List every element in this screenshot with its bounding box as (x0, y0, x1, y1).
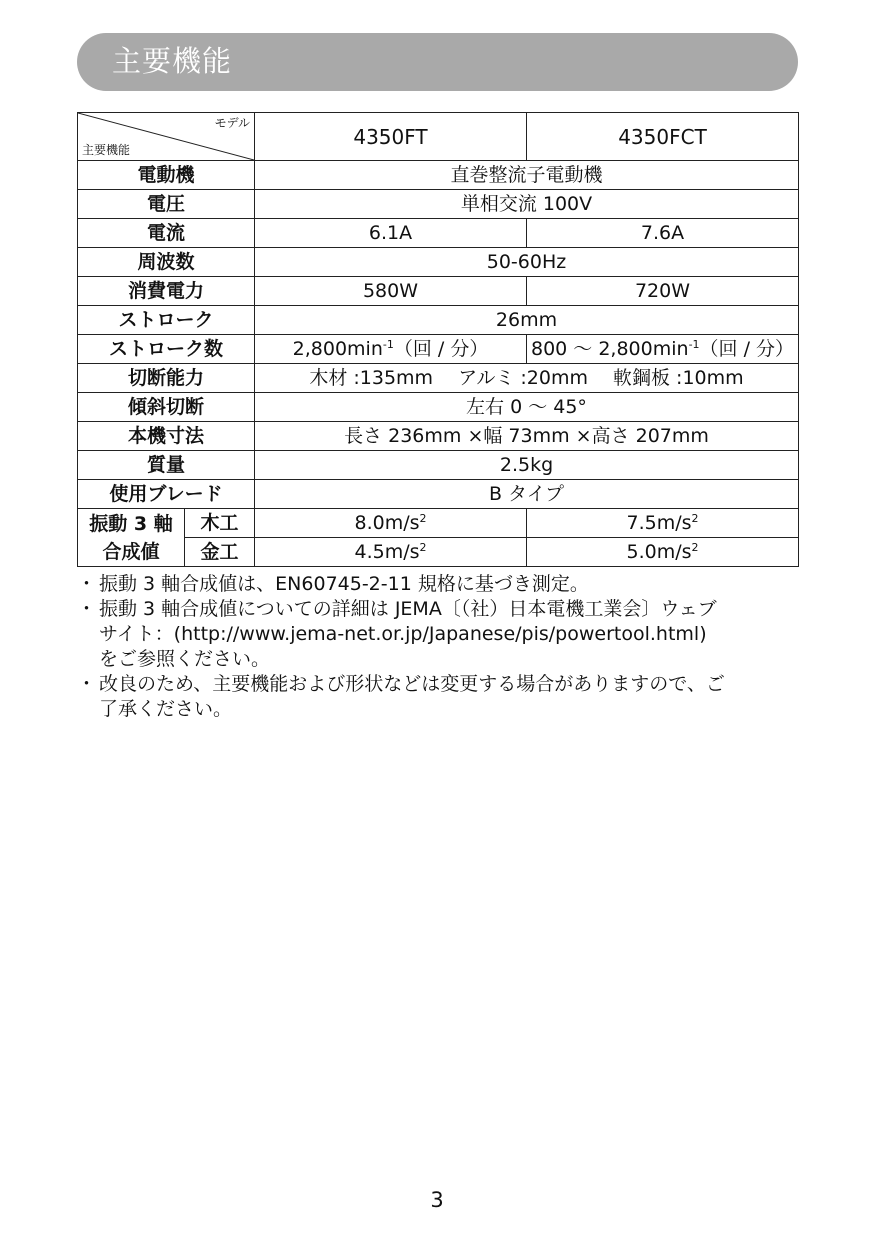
table-row (78, 248, 799, 277)
row-label: 本機寸法 (78, 422, 255, 451)
value-main: 2,800min (292, 338, 383, 360)
bullet-dot: ・ (77, 598, 97, 620)
note-line: 振動 3 軸合成値についての詳細は JEMA〔（社）日本電機工業会〕ウェブ (99, 598, 717, 620)
table-row (78, 480, 799, 509)
row-label: 使用ブレード (78, 480, 255, 509)
model-header-label: モデル (214, 116, 250, 130)
row-value: 7.6A (527, 219, 799, 248)
row-value (255, 335, 527, 364)
note-item (77, 597, 798, 672)
row-value: 左右 0 〜 45° (255, 393, 799, 422)
value-superscript: 2 (419, 541, 427, 554)
vibration-row-metal (78, 538, 799, 567)
value-superscript: 2 (691, 541, 699, 554)
row-value: 直巻整流子電動機 (255, 161, 799, 190)
vibration-label-line2: 合成値 (102, 540, 160, 563)
diagonal-header-cell (78, 113, 255, 161)
table-row (78, 161, 799, 190)
section-title: 主要機能 (112, 44, 233, 78)
bullet-dot: ・ (77, 573, 97, 595)
row-label: 周波数 (78, 248, 255, 277)
page-number: 3 (430, 1188, 444, 1212)
vibration-wood-label: 木工 (185, 509, 255, 538)
value-main: 5.0m/s (626, 541, 692, 563)
row-label: 消費電力 (78, 277, 255, 306)
bullet-dot: ・ (77, 673, 97, 695)
value-superscript: 2 (691, 512, 699, 525)
table-row (78, 190, 799, 219)
vibration-label-line1: 振動 3 軸 (89, 512, 173, 535)
row-value: 長さ 236mm ×幅 73mm ×高さ 207mm (255, 422, 799, 451)
row-value: 26mm (255, 306, 799, 335)
row-value: 単相交流 100V (255, 190, 799, 219)
vibration-row-wood (78, 509, 799, 538)
value-unit: （回 / 分） (393, 338, 489, 360)
row-value: 720W (527, 277, 799, 306)
section-title-bar (77, 33, 798, 91)
note-line: 了承ください。 (99, 698, 233, 720)
table-row (78, 422, 799, 451)
value-superscript: -1 (382, 338, 394, 351)
feature-header-label: 主要機能 (82, 143, 131, 157)
value-superscript: -1 (688, 338, 700, 351)
spec-table (77, 112, 799, 567)
table-row (78, 364, 799, 393)
row-label: 電流 (78, 219, 255, 248)
value-main: 8.0m/s (354, 512, 420, 534)
row-label: 電動機 (78, 161, 255, 190)
note-line: サイト：(http://www.jema-net.or.jp/Japanese/pis/powertool.html) (99, 623, 707, 645)
table-row (78, 393, 799, 422)
table-row (78, 306, 799, 335)
value-main: 800 〜 2,800min (530, 338, 689, 360)
value-main: 4.5m/s (354, 541, 420, 563)
notes-section (77, 572, 798, 722)
note-item (77, 572, 798, 597)
model-4350ft: 4350FT (255, 113, 527, 161)
table-header-row (78, 113, 799, 161)
row-label: 傾斜切断 (78, 393, 255, 422)
row-value (527, 335, 799, 364)
row-label: ストローク (78, 306, 255, 335)
table-row (78, 219, 799, 248)
table-row (78, 277, 799, 306)
row-value: 50-60Hz (255, 248, 799, 277)
vibration-metal-label: 金工 (185, 538, 255, 567)
value-superscript: 2 (419, 512, 427, 525)
row-value: B タイプ (255, 480, 799, 509)
row-label: 質量 (78, 451, 255, 480)
row-value: 木材 :135mm アルミ :20mm 軟鋼板 :10mm (255, 364, 799, 393)
value-main: 7.5m/s (626, 512, 692, 534)
note-line: 振動 3 軸合成値は、EN60745-2-11 規格に基づき測定。 (99, 573, 589, 595)
note-line: をご参照ください。 (99, 648, 271, 670)
row-value: 580W (255, 277, 527, 306)
model-4350fct: 4350FCT (527, 113, 799, 161)
row-value (255, 509, 527, 538)
table-row (78, 451, 799, 480)
row-label: 電圧 (78, 190, 255, 219)
row-value (527, 509, 799, 538)
row-value: 6.1A (255, 219, 527, 248)
row-value (527, 538, 799, 567)
row-value: 2.5kg (255, 451, 799, 480)
note-item (77, 672, 798, 722)
value-unit: （回 / 分） (699, 338, 795, 360)
note-line: 改良のため、主要機能および形状などは変更する場合がありますので、ご (99, 673, 725, 695)
table-row (78, 335, 799, 364)
vibration-label (78, 509, 185, 567)
row-label: ストローク数 (78, 335, 255, 364)
row-value (255, 538, 527, 567)
row-label: 切断能力 (78, 364, 255, 393)
